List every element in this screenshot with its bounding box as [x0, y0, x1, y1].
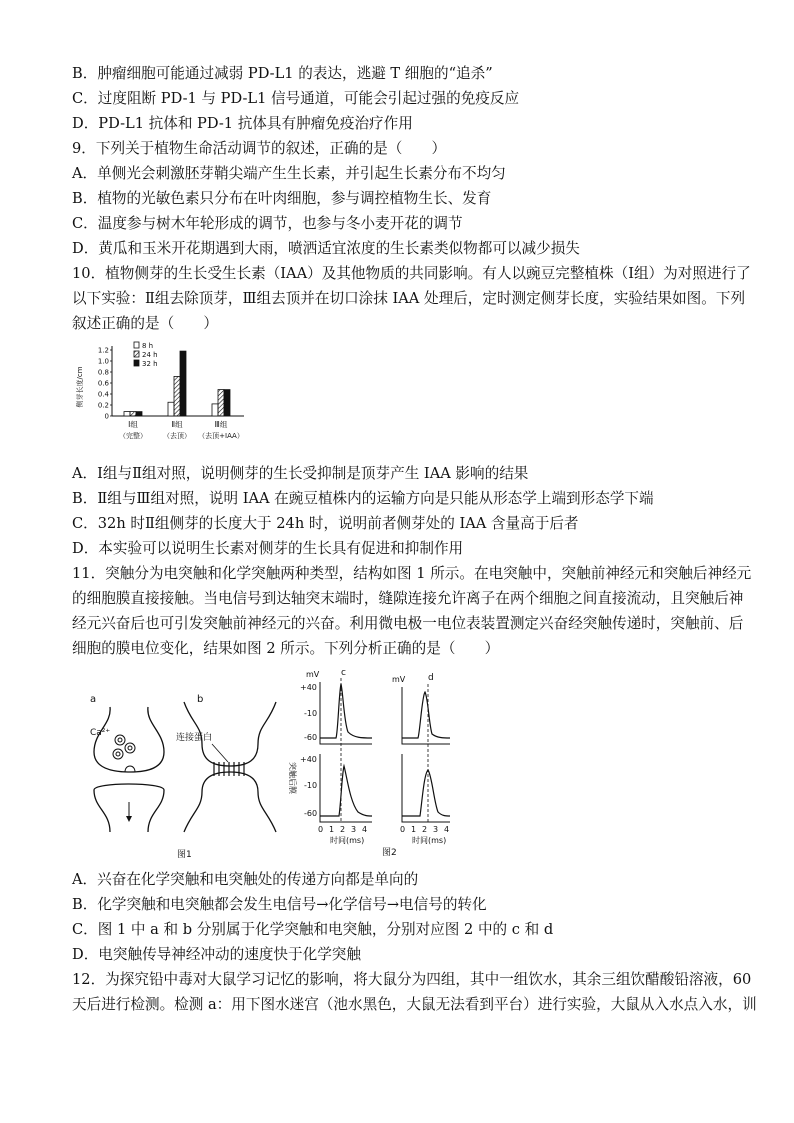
y-tick-label: 0.8 [97, 368, 109, 377]
question-11-line4: 细胞的膜电位变化，结果如图 2 所示。下列分析正确的是（ ） [72, 640, 500, 657]
bar [224, 390, 230, 416]
option-c-q11: C．图 1 中 a 和 b 分别属于化学突触和电突触，分别对应图 2 中的 c 和 d [72, 921, 554, 938]
fig2-ytick-bot-40: +40 [300, 755, 317, 764]
legend-swatch [134, 360, 139, 366]
fig2-xtick-3-l: 3 [351, 825, 357, 834]
option-b-q9: B．植物的光敏色素只分布在叶肉细胞，参与调控植物生长、发育 [72, 190, 492, 207]
question-11-line2: 的细胞膜直接接触。当电信号到达轴突末端时，缝隙连接允许离子在两个细胞之间直接流动，且突触后神 [72, 590, 744, 607]
trace-c-pre [320, 684, 372, 738]
membrane-potential-figure2 [282, 662, 462, 862]
fig2-ylabel-bottom: 突触后膜 [288, 762, 297, 794]
question-10-line2: 以下实验：Ⅱ组去除顶芽，Ⅲ组去顶并在切口涂抹 IAA 处理后，定时测定侧芽长度，实验结果如图。下列 [72, 290, 746, 307]
fig2-ytick-bot-10: -10 [304, 781, 318, 790]
question-10-line1: 10．植物侧芽的生长受生长素（IAA）及其他物质的共同影响。有人以豌豆完整植株（Ⅰ组）为对照进行了 [72, 265, 751, 282]
fig2-xtick-4-l: 4 [362, 825, 368, 834]
fig2-xtick-0-r: 0 [400, 825, 406, 834]
fig2-xtick-1-l: 1 [329, 825, 335, 834]
trace-d-post [402, 770, 450, 816]
option-d-q11: D．电突触传导神经冲动的速度快于化学突触 [72, 946, 361, 963]
bar [124, 412, 130, 416]
option-a-q9: A．单侧光会刺激胚芽鞘尖端产生生长素，并引起生长素分布不均匀 [72, 165, 506, 182]
bar [218, 390, 224, 416]
option-d-q9: D．黄瓜和玉米开花期遇到大雨，喷洒适宜浓度的生长素类似物都可以减少损失 [72, 240, 580, 257]
option-b-q10: B．Ⅱ组与Ⅲ组对照，说明 IAA 在豌豆植株内的运输方向是只能从形态学上端到形态学下端 [72, 490, 654, 507]
y-tick-label: 1.2 [97, 346, 109, 355]
fig1-gap-junction-label: 连接蛋白 [176, 733, 213, 743]
legend-swatch [134, 351, 139, 357]
x-category-note: （去顶） [163, 432, 191, 440]
option-a-q10: A．Ⅰ组与Ⅱ组对照，说明侧芽的生长受抑制是顶芽产生 IAA 影响的结果 [72, 465, 529, 482]
y-tick-label: 0.2 [97, 401, 109, 410]
option-c-q8: C．过度阻断 PD-1 与 PD-L1 信号通道，可能会引起过强的免疫反应 [72, 90, 520, 107]
option-b-q8: B．肿瘤细胞可能通过减弱 PD-L1 的表达，逃避 T 细胞的“追杀” [72, 65, 493, 82]
bar-chart-figure [72, 338, 252, 448]
y-tick-label: 0.4 [97, 390, 109, 399]
synapse-a-presynaptic [94, 707, 164, 772]
synapse-diagram-figure1 [72, 662, 282, 862]
trace-c-post [320, 766, 372, 816]
synaptic-vesicles [113, 735, 135, 772]
question-12-line1: 12．为探究铅中毒对大鼠学习记忆的影响，将大鼠分为四组，其中一组饮水，其余三组饮醋酸铅溶液，60 [72, 971, 752, 988]
fig2-unit-mv-left: mV [306, 670, 320, 679]
trace-d-pre [402, 692, 450, 738]
synapse-b-postsynaptic [184, 772, 276, 832]
fig2-xtick-3-r: 3 [433, 825, 439, 834]
y-axis-label: 侧芽长度/cm [76, 366, 84, 408]
fig2-xlabel-right: 时间(ms) [412, 836, 447, 845]
fig2-unit-mv-right: mV [392, 675, 406, 684]
fig2-xtick-2-l: 2 [340, 825, 346, 834]
question-10-line3: 叙述正确的是（ ） [72, 315, 218, 332]
fig1-ca-label: Ca²⁺ [90, 728, 111, 738]
x-category-label: Ⅰ组 [128, 420, 138, 429]
fig2-caption: 图2 [382, 848, 397, 858]
option-c-q10: C．32h 时Ⅱ组侧芽的长度大于 24h 时，说明前者侧芽处的 IAA 含量高于后者 [72, 515, 579, 532]
bar [212, 404, 218, 416]
y-tick-label: 0 [104, 412, 109, 421]
fig2-ytick-bot-60: -60 [304, 809, 318, 818]
option-b-q11: B．化学突触和电突触都会发生电信号→化学信号→电信号的转化 [72, 896, 487, 913]
fig2-ytick-top-40: +40 [300, 683, 317, 692]
fig2-ytick-top-10: -10 [304, 709, 318, 718]
option-d-q10: D．本实验可以说明生长素对侧芽的生长具有促进和抑制作用 [72, 540, 464, 557]
question-11-line3: 经元兴奋后也可引发突触前神经元的兴奋。利用微电极一电位表装置测定兴奋经突触传递时，突触前、后 [72, 615, 744, 632]
fig1-label-b: b [197, 694, 204, 705]
fig2-label-d: d [428, 673, 434, 683]
question-11-line1: 11．突触分为电突触和化学突触两种类型，结构如图 1 所示。在电突触中，突触前神经元和突触后神经元 [72, 565, 752, 582]
question-9: 9．下列关于植物生命活动调节的叙述，正确的是（ ） [72, 140, 447, 157]
legend-label: 32 h [142, 360, 158, 368]
fig2-xtick-2-r: 2 [422, 825, 428, 834]
legend-swatch [134, 342, 139, 348]
bar [130, 412, 136, 416]
option-d-q8: D．PD-L1 抗体和 PD-1 抗体具有肿瘤免疫治疗作用 [72, 115, 413, 132]
fig1-caption: 图1 [177, 850, 192, 860]
y-tick-label: 0.6 [97, 379, 109, 388]
bar [174, 376, 180, 416]
bar [180, 351, 186, 416]
fig2-xlabel-left: 时间(ms) [330, 836, 365, 845]
fig2-xtick-0-l: 0 [318, 825, 324, 834]
option-c-q9: C．温度参与树木年轮形成的调节，也参与冬小麦开花的调节 [72, 215, 463, 232]
fig2-ytick-top-60: -60 [304, 733, 318, 742]
option-a-q11: A．兴奋在化学突触和电突触处的传递方向都是单向的 [72, 871, 419, 888]
fig2-xtick-1-r: 1 [411, 825, 417, 834]
x-category-note: （去顶+IAA） [198, 432, 244, 440]
gap-junction-channels [214, 762, 244, 776]
x-category-label: Ⅲ组 [214, 420, 228, 429]
legend-label: 24 h [142, 351, 158, 359]
bar [136, 412, 142, 416]
question-12-line2: 天后进行检测。检测 a：用下图水迷宫（池水黑色，大鼠无法看到平台）进行实验，大鼠从入水点入水，训 [72, 996, 757, 1013]
x-category-label: Ⅱ组 [171, 420, 183, 429]
y-tick-label: 1.0 [97, 357, 109, 366]
x-category-note: （完整） [119, 432, 147, 440]
fig2-xtick-4-r: 4 [444, 825, 450, 834]
fig1-label-a: a [90, 694, 97, 705]
bar [168, 402, 174, 416]
legend-label: 8 h [142, 342, 154, 350]
fig2-label-c: c [341, 668, 346, 678]
